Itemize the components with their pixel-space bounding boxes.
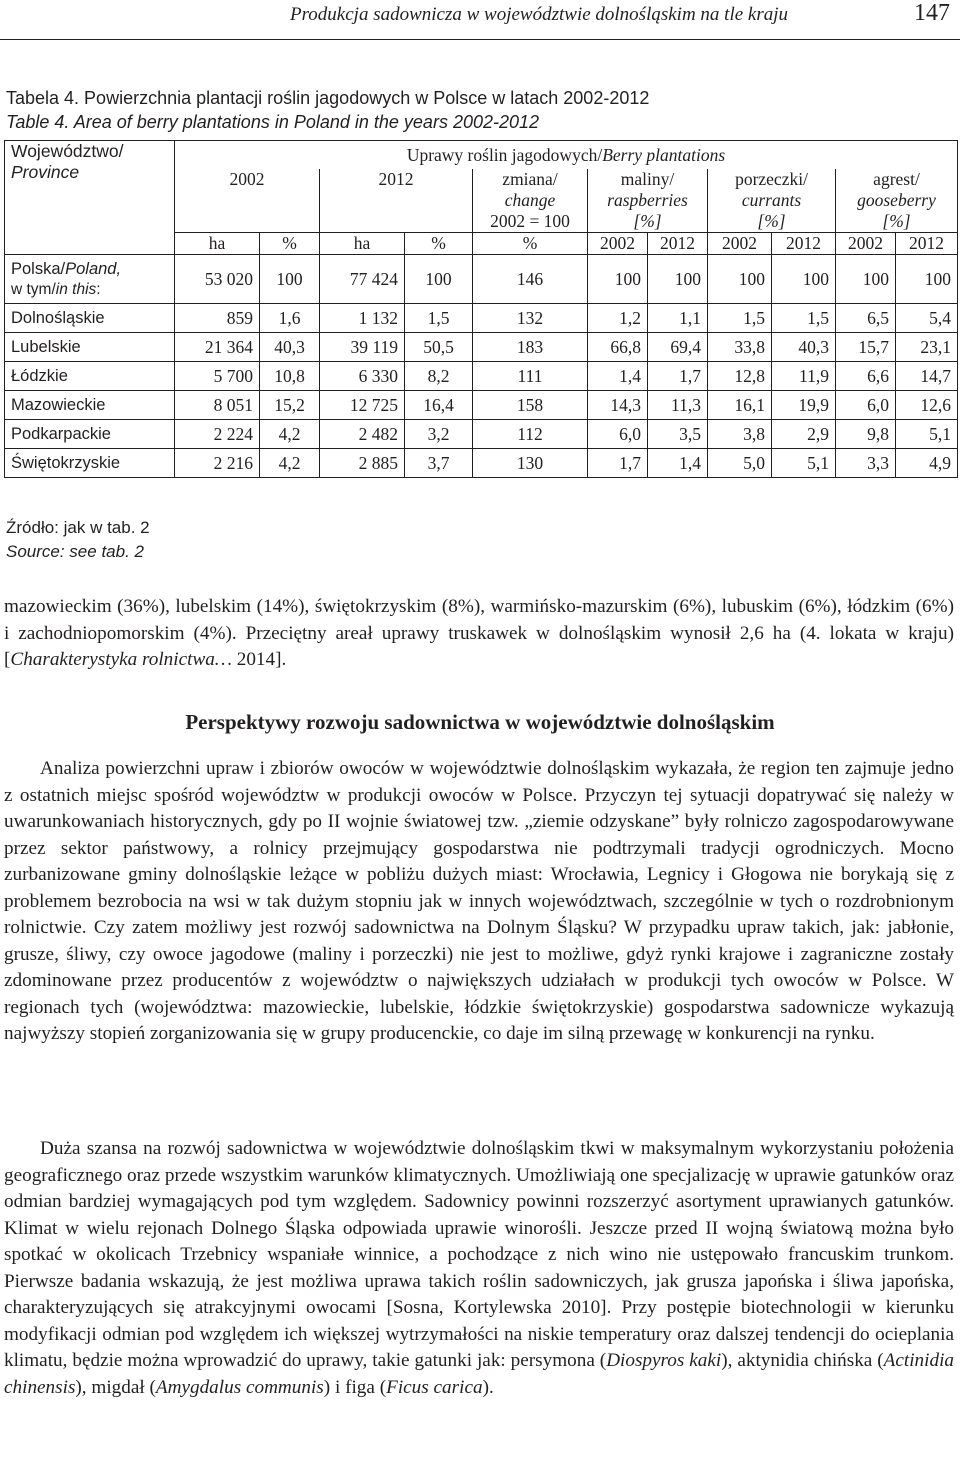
unit-cell: % xyxy=(260,233,320,255)
table-cell: 33,8 xyxy=(708,333,772,362)
raspberries-header xyxy=(588,169,708,233)
table-cell: 132 xyxy=(473,304,588,333)
table-cell: 100 xyxy=(260,255,320,304)
table-cell: 12,6 xyxy=(896,391,958,420)
change-header xyxy=(473,169,588,233)
table-cell: 3,8 xyxy=(708,420,772,449)
table-cell: 8,2 xyxy=(405,362,473,391)
curr-label-en: currants xyxy=(741,190,802,210)
table-row xyxy=(5,362,958,391)
table-cell: 2,9 xyxy=(772,420,836,449)
table-caption-en: Table 4. Area of berry plantations in Poland in the years 2002-2012 xyxy=(6,112,540,132)
region-rows xyxy=(5,304,958,478)
table-cell: 1,7 xyxy=(588,449,648,478)
table-row xyxy=(5,420,958,449)
group-label-en: Berry plantations xyxy=(602,144,726,165)
poland-row xyxy=(5,255,958,304)
species-name: Actinidia chinensis xyxy=(4,1350,954,1398)
rasp-label-pl: maliny/ xyxy=(620,169,675,189)
paragraph-opportunity: Duża szansa na rozwój sadownictwa w województwie dolnośląskim tkwi w maksymalnym wykorzystaniu położenia geograficznego oraz przede wszystkim warunków klimatycznych. Umożliwiają one specjalizację w uprawie gatunków oraz odmian bardziej wymagających pod tym względem. Sadownicy powinni rozszerzyć asortyment uprawianych gatunków. Klimat w wielu rejonach Dolnego Śląska odpowiada uprawie winorośli. Jeszcze przed II wojną światową można było spotkać w okolicach Trzebnicy wspaniałe winnice, a pochodzące z nich wino nie ustępowało francuskim trunkom. Pierwsze badania wskazują, że jest możliwa uprawa takich roślin sadowniczych, jak grusza japońska i śliwa japońska, charakteryzujących się atrakcyjnymi owocami [Sosna, Kortylewska 2010]. Przy postępie biotechnologii w kierunku modyfikacji odmian pod względem ich większej wytrzymałości na niskie temperatury oraz dalszej tendencji do ocieplania klimatu, będzie można wprowadzić do uprawy, takie gatunki jak: persymona (Diospyros kaki), aktynidia chińska (Actinidia chinensis), migdał (Amygdalus communis) i figa (Ficus carica). xyxy=(4,1138,954,1398)
table-cell: 146 xyxy=(473,255,588,304)
citation: Charakterystyka rolnictwa… xyxy=(10,649,232,670)
province-label-pl: Województwo/ xyxy=(11,141,124,161)
section-heading: Perspektywy rozwoju sadownictwa w województwie dolnośląskim xyxy=(185,710,775,734)
table-cell: 11,9 xyxy=(772,362,836,391)
table-cell: 16,1 xyxy=(708,391,772,420)
region-name: Łódzkie xyxy=(5,362,175,391)
table-cell: 19,9 xyxy=(772,391,836,420)
province-header xyxy=(5,141,175,255)
table-cell: 12 725 xyxy=(320,391,405,420)
table-cell: 100 xyxy=(836,255,896,304)
unit-cell: 2012 xyxy=(648,233,708,255)
table-cell: 21 364 xyxy=(175,333,260,362)
table-cell: 1,7 xyxy=(648,362,708,391)
source-en: Source: see tab. 2 xyxy=(6,542,144,561)
unit-cell: 2002 xyxy=(588,233,648,255)
table-cell: 14,7 xyxy=(896,362,958,391)
table-cell: 40,3 xyxy=(260,333,320,362)
table-cell: 53 020 xyxy=(175,255,260,304)
table-cell: 6,5 xyxy=(836,304,896,333)
table-cell: 3,7 xyxy=(405,449,473,478)
paragraph-intro: mazowieckim (36%), lubelskim (14%), świętokrzyskim (8%), warmińsko-mazurskim (6%), lubuskim (6%), łódzkim (6%) i zachodniopomorskim (4%). Przeciętny areał uprawy truskawek w dolnośląskim wynosił 2,6 ha (4. lokata w kraju) [Charakterystyka rolnictwa… 2014]. xyxy=(4,596,954,670)
table-cell: 5,1 xyxy=(772,449,836,478)
unit-cell: 2002 xyxy=(708,233,772,255)
table-cell: 859 xyxy=(175,304,260,333)
rasp-label-en: raspberries xyxy=(607,190,688,210)
table-cell: 1,4 xyxy=(648,449,708,478)
table-cell: 5,1 xyxy=(896,420,958,449)
table-cell: 8 051 xyxy=(175,391,260,420)
table-row xyxy=(5,449,958,478)
table-cell: 100 xyxy=(708,255,772,304)
table-cell: 1,5 xyxy=(405,304,473,333)
running-title: Produkcja sadownicza w województwie dolnośląskim na tle kraju xyxy=(290,4,789,25)
table-cell: 111 xyxy=(473,362,588,391)
table-cell: 6,6 xyxy=(836,362,896,391)
table-cell: 39 119 xyxy=(320,333,405,362)
table-cell: 2 224 xyxy=(175,420,260,449)
table-cell: 6,0 xyxy=(588,420,648,449)
header-row-1 xyxy=(5,141,958,170)
table-cell: 183 xyxy=(473,333,588,362)
region-name: Podkarpackie xyxy=(5,420,175,449)
table-cell: 100 xyxy=(772,255,836,304)
table-cell: 6,0 xyxy=(836,391,896,420)
table-cell: 100 xyxy=(405,255,473,304)
table-cell: 5,0 xyxy=(708,449,772,478)
table-cell: 1,2 xyxy=(588,304,648,333)
table-cell: 40,3 xyxy=(772,333,836,362)
currants-header xyxy=(708,169,836,233)
running-header xyxy=(0,0,960,44)
table-cell: 100 xyxy=(648,255,708,304)
table-cell: 9,8 xyxy=(836,420,896,449)
unit-cell: ha xyxy=(175,233,260,255)
table-cell: 1,1 xyxy=(648,304,708,333)
region-name: Świętokrzyskie xyxy=(5,449,175,478)
table-cell: 66,8 xyxy=(588,333,648,362)
table-cell: 15,7 xyxy=(836,333,896,362)
curr-unit: [%] xyxy=(757,211,786,231)
table-cell: 2 482 xyxy=(320,420,405,449)
table-cell: 1,4 xyxy=(588,362,648,391)
berry-plantations-table xyxy=(4,140,958,478)
berry-group-header xyxy=(175,141,958,170)
table-cell: 2 216 xyxy=(175,449,260,478)
table-cell: 11,3 xyxy=(648,391,708,420)
region-name: Dolnośląskie xyxy=(5,304,175,333)
species-name: Ficus carica xyxy=(386,1376,483,1398)
province-label-en: Province xyxy=(11,162,80,182)
unit-cell: 2002 xyxy=(836,233,896,255)
table-cell: 5,4 xyxy=(896,304,958,333)
unit-cell: ha xyxy=(320,233,405,255)
table-cell: 112 xyxy=(473,420,588,449)
unit-cell: % xyxy=(473,233,588,255)
table-cell: 130 xyxy=(473,449,588,478)
table-cell: 1,5 xyxy=(772,304,836,333)
unit-cell: 2012 xyxy=(772,233,836,255)
species-name: Amygdalus communis xyxy=(155,1376,324,1398)
table-row xyxy=(5,304,958,333)
table-cell: 4,2 xyxy=(260,420,320,449)
table-cell: 3,3 xyxy=(836,449,896,478)
table-cell: 3,2 xyxy=(405,420,473,449)
table-cell: 69,4 xyxy=(648,333,708,362)
table-cell: 1 132 xyxy=(320,304,405,333)
unit-cell: 2012 xyxy=(896,233,958,255)
table-cell: 2 885 xyxy=(320,449,405,478)
table-cell: 6 330 xyxy=(320,362,405,391)
table-cell: 158 xyxy=(473,391,588,420)
curr-label-pl: porzeczki/ xyxy=(735,169,808,189)
poland-label: Polska/Poland, w tym/in this: xyxy=(5,255,175,304)
paragraph-analysis: Analiza powierzchni upraw i zbiorów owoców w województwie dolnośląskim wykazała, że region ten zajmuje jedno z ostatnich miejsc spośród województw w produkcji owoców w Polsce. Przyczyn tej sytuacji dopatrywać się należy w uwarunkowaniach historycznych, gdy po II wojnie światowej tzw. „ziemie odzyskane” były rolniczo zagospodarowywane przez sektor państwowy, a rolnicy przejmujący gospodarstwa nie podtrzymali tradycji ogrodniczych. Mocno zurbanizowane gminy dolnośląskie leżące w pobliżu dużych miast: Wrocławia, Legnicy i Głogowa nie borykają się z problemem bezrobocia na wsi w tak dużym stopniu jak w innych województwach, szczególnie w tych o rozdrobnionym rolnictwie. Czy zatem możliwy jest rozwój sadownictwa na Dolnym Śląsku? W przypadku upraw takich, jak: jabłonie, grusze, śliwy, czy owoce jagodowe (maliny i porzeczki) nie jest to możliwe, gdyż rynki krajowe i zagraniczne zostały zdominowane przez producentów z województw o największych udziałach w produkcji tych owoców w Polsce. W regionach tych (województwa: mazowieckie, lubelskie, łódzkie świętokrzyskie) gospodarstwa sadownicze wykazują najwyższy stopień zorganizowania się w grupy producenckie, co daje im silną przewagę w konkurencji na rynku. xyxy=(4,758,954,1044)
table-cell: 10,8 xyxy=(260,362,320,391)
rasp-unit: [%] xyxy=(633,211,662,231)
header-rule xyxy=(0,39,960,40)
page-number: 147 xyxy=(914,0,950,26)
table-cell: 1,5 xyxy=(708,304,772,333)
gooseberry-header: agrest/ gooseberry [%] xyxy=(836,169,958,233)
year-2012-header: 2012 xyxy=(320,169,473,233)
change-label-en: change xyxy=(504,190,556,210)
table-cell: 77 424 xyxy=(320,255,405,304)
table-cell: 100 xyxy=(896,255,958,304)
unit-cell: % xyxy=(405,233,473,255)
table-cell: 23,1 xyxy=(896,333,958,362)
table-row xyxy=(5,391,958,420)
table-cell: 5 700 xyxy=(175,362,260,391)
source-pl: Źródło: jak w tab. 2 xyxy=(6,518,150,537)
table-cell: 50,5 xyxy=(405,333,473,362)
table-cell: 100 xyxy=(588,255,648,304)
year-2002-header: 2002 xyxy=(175,169,320,233)
table-cell: 16,4 xyxy=(405,391,473,420)
change-base: 2002 = 100 xyxy=(490,211,570,231)
table-cell: 3,5 xyxy=(648,420,708,449)
table-cell: 4,9 xyxy=(896,449,958,478)
group-label-pl: Uprawy roślin jagodowych/ xyxy=(406,144,603,165)
table-cell: 12,8 xyxy=(708,362,772,391)
change-label-pl: zmiana/ xyxy=(502,169,558,189)
table-cell: 4,2 xyxy=(260,449,320,478)
region-name: Lubelskie xyxy=(5,333,175,362)
region-name: Mazowieckie xyxy=(5,391,175,420)
table-cell: 15,2 xyxy=(260,391,320,420)
table-row xyxy=(5,333,958,362)
table-cell: 14,3 xyxy=(588,391,648,420)
species-name: Diospyros kaki xyxy=(606,1350,722,1371)
table-caption-pl: Tabela 4. Powierzchnia plantacji roślin jagodowych w Polsce w latach 2002-2012 xyxy=(6,88,650,108)
table-cell: 1,6 xyxy=(260,304,320,333)
